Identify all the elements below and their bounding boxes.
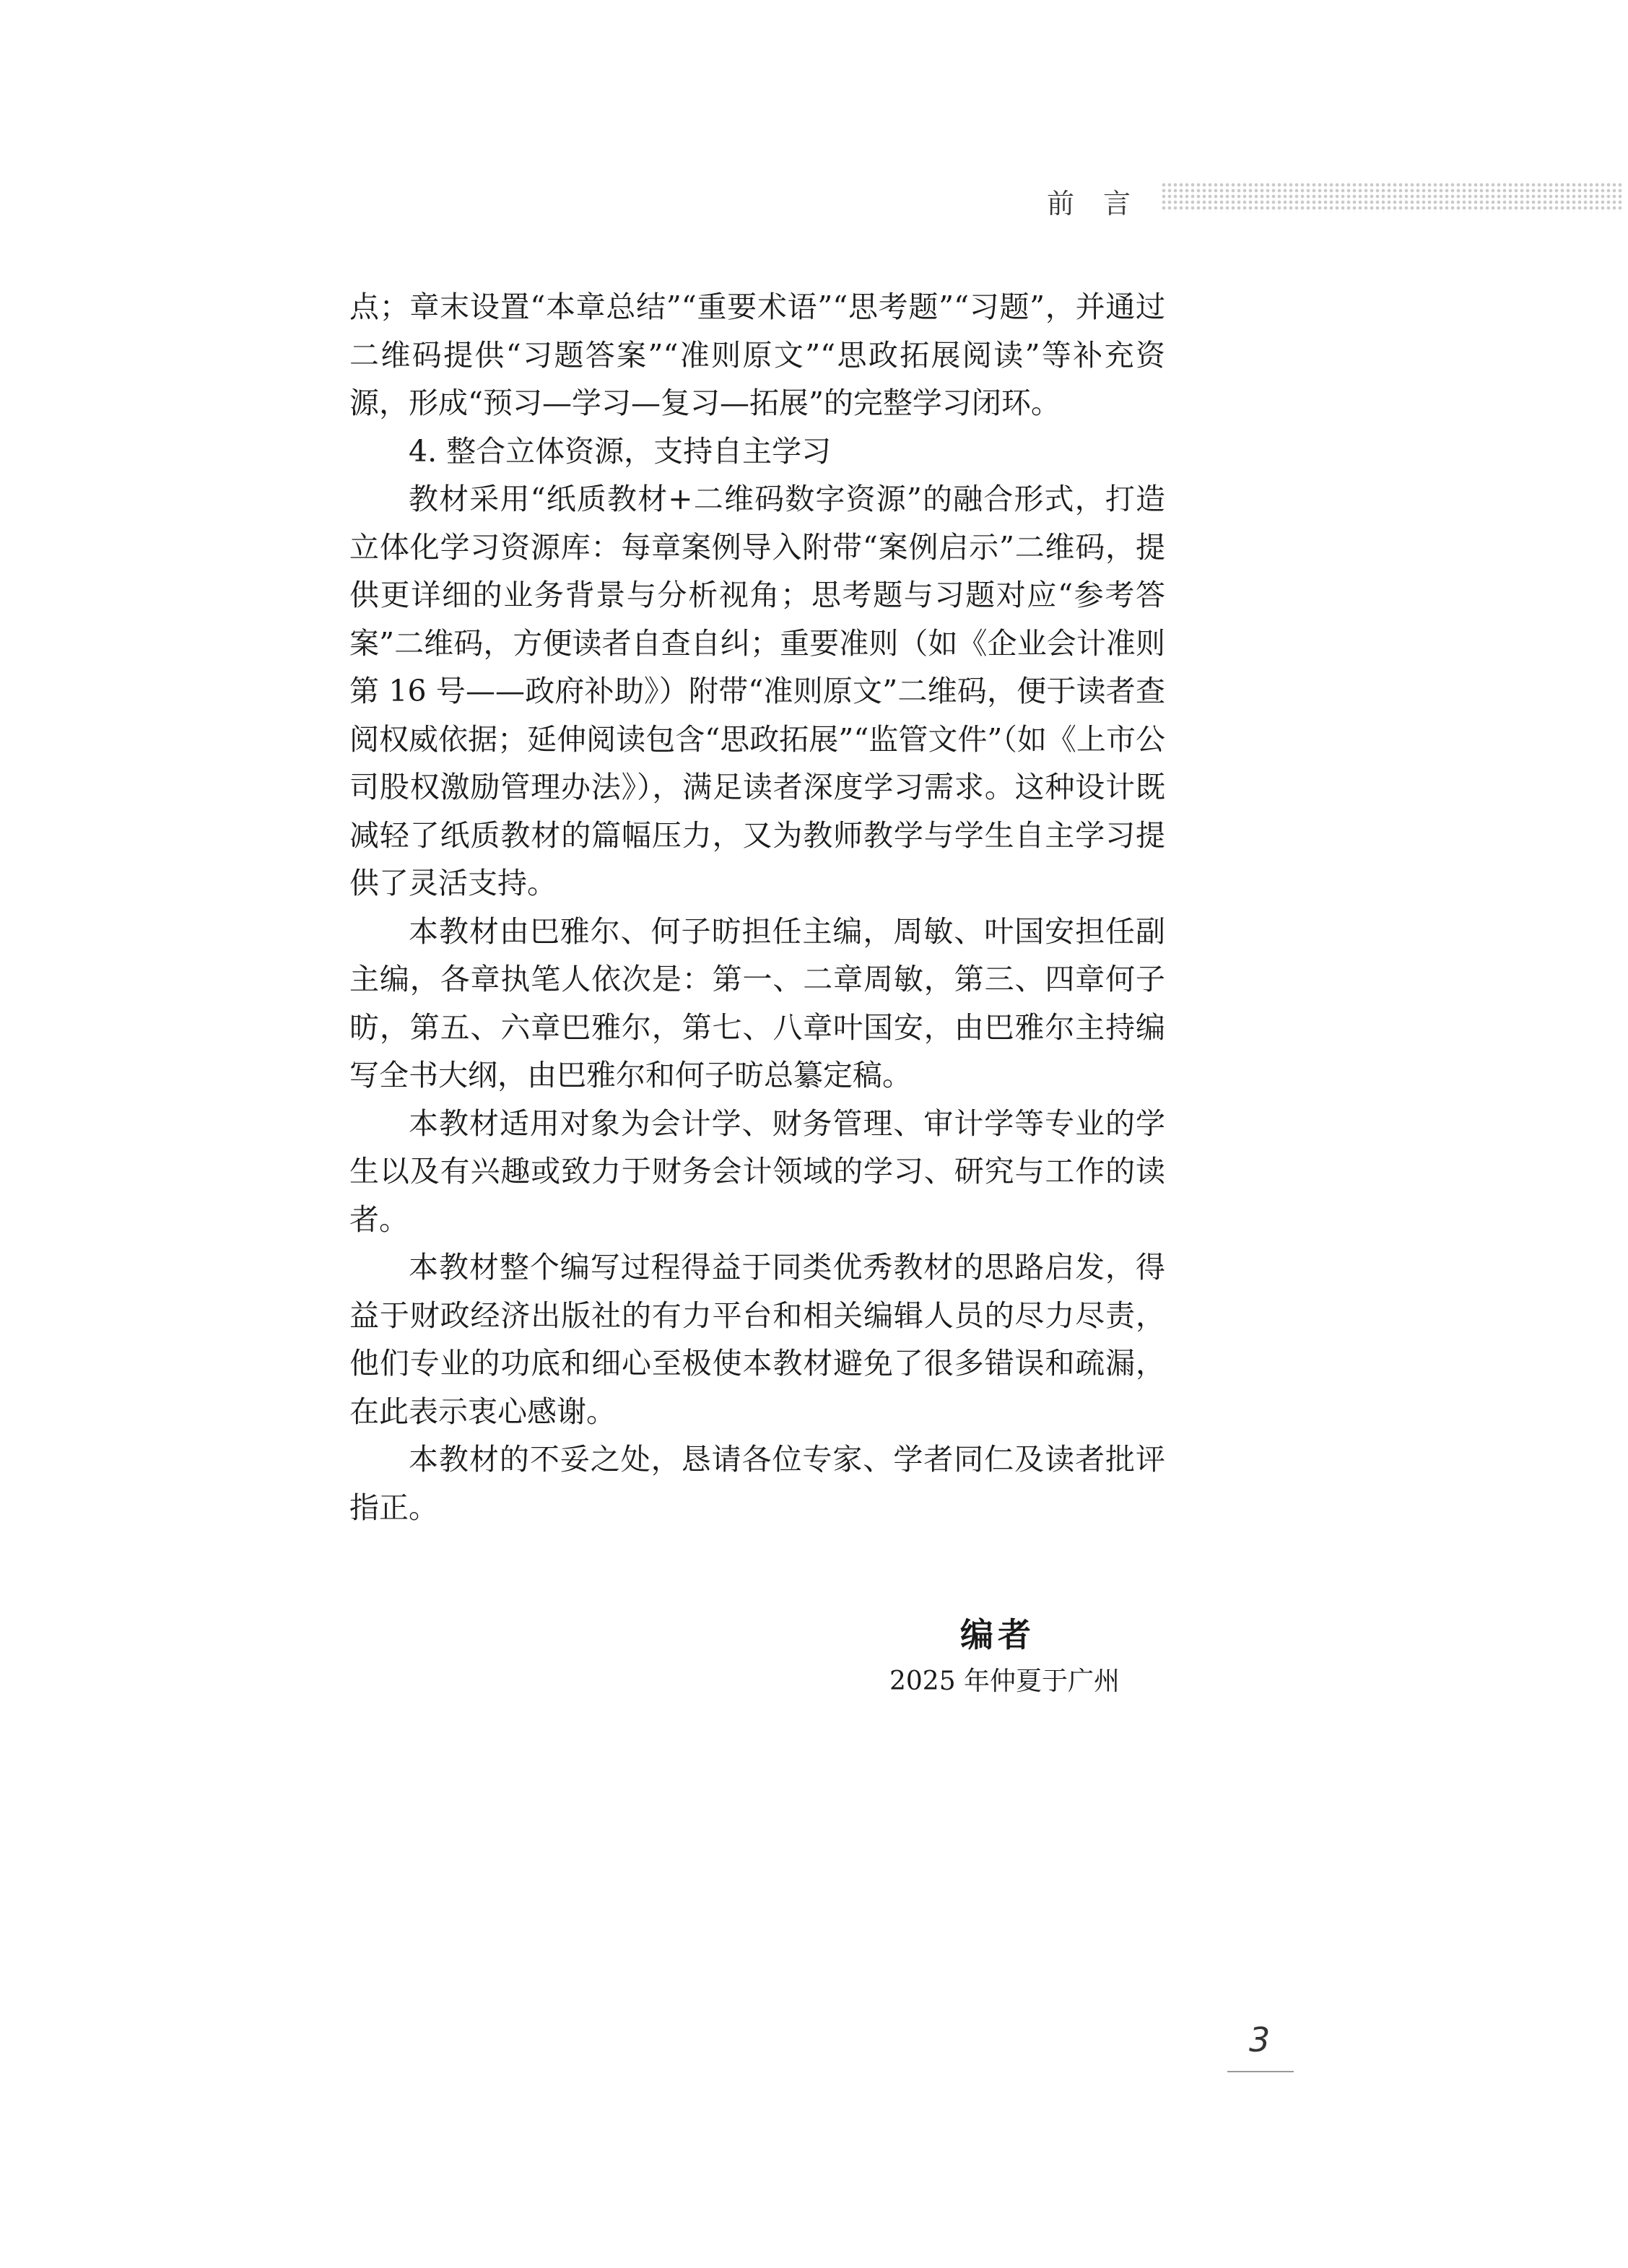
paragraph: 本教材整个编写过程得益于同类优秀教材的思路启发，得益于财政经济出版社的有力平台和相关编辑人员的尽力尽责，他们专业的功底和细心至极使本教材避免了很多错误和疏漏，在此表示衷心感谢。 xyxy=(349,1250,1165,1429)
date-location-line: 2025 年仲夏于广州 xyxy=(889,1667,1120,1696)
page-number: 3 xyxy=(1249,2020,1271,2059)
chapter-title: 前言 xyxy=(1047,187,1160,220)
paragraph: 教材采用“纸质教材+二维码数字资源”的融合形式，打造立体化学习资源库：每章案例导入附带“案例启示”二维码，提供更详细的业务背景与分析视角；思考题与习题对应“参考答案”二维码，方便读者自查自纠；重要准则（如《企业会计准则第 16 号——政府补助》）附带“准则原文”二维码，便于读者查阅权威依据；延伸阅读包含“思政拓展”“监管文件”（如《上市公司股权激励管理办法》），满足读者深度学习需求。这种设计既减轻了纸质教材的篇幅压力，又为教师教学与学生自主学习提供了灵活支持。 xyxy=(349,482,1165,900)
preface-body xyxy=(349,283,1165,1531)
author-signature: 编者 xyxy=(960,1615,1035,1654)
header-dot-pattern xyxy=(1161,182,1623,212)
paragraph: 本教材的不妥之处，恳请各位专家、学者同仁及读者批评指正。 xyxy=(349,1442,1165,1525)
page-number-underline xyxy=(1227,2071,1294,2072)
paragraph-continuation: 点；章末设置“本章总结”“重要术语”“思考题”“习题”，并通过二维码提供“习题答案”“准则原文”“思政拓展阅读”等补充资源，形成“预习—学习—复习—拓展”的完整学习闭环。 xyxy=(349,290,1165,420)
paragraph: 本教材由巴雅尔、何子昉担任主编，周敏、叶国安担任副主编，各章执笔人依次是：第一、二章周敏，第三、四章何子昉，第五、六章巴雅尔，第七、八章叶国安，由巴雅尔主持编写全书大纲，由巴雅尔和何子昉总纂定稿。 xyxy=(349,913,1165,1092)
running-header xyxy=(1047,179,1159,222)
paragraph: 本教材适用对象为会计学、财务管理、审计学等专业的学生以及有兴趣或致力于财务会计领域的学习、研究与工作的读者。 xyxy=(349,1105,1165,1237)
section-heading: 4. 整合立体资源，支持自主学习 xyxy=(409,433,832,469)
